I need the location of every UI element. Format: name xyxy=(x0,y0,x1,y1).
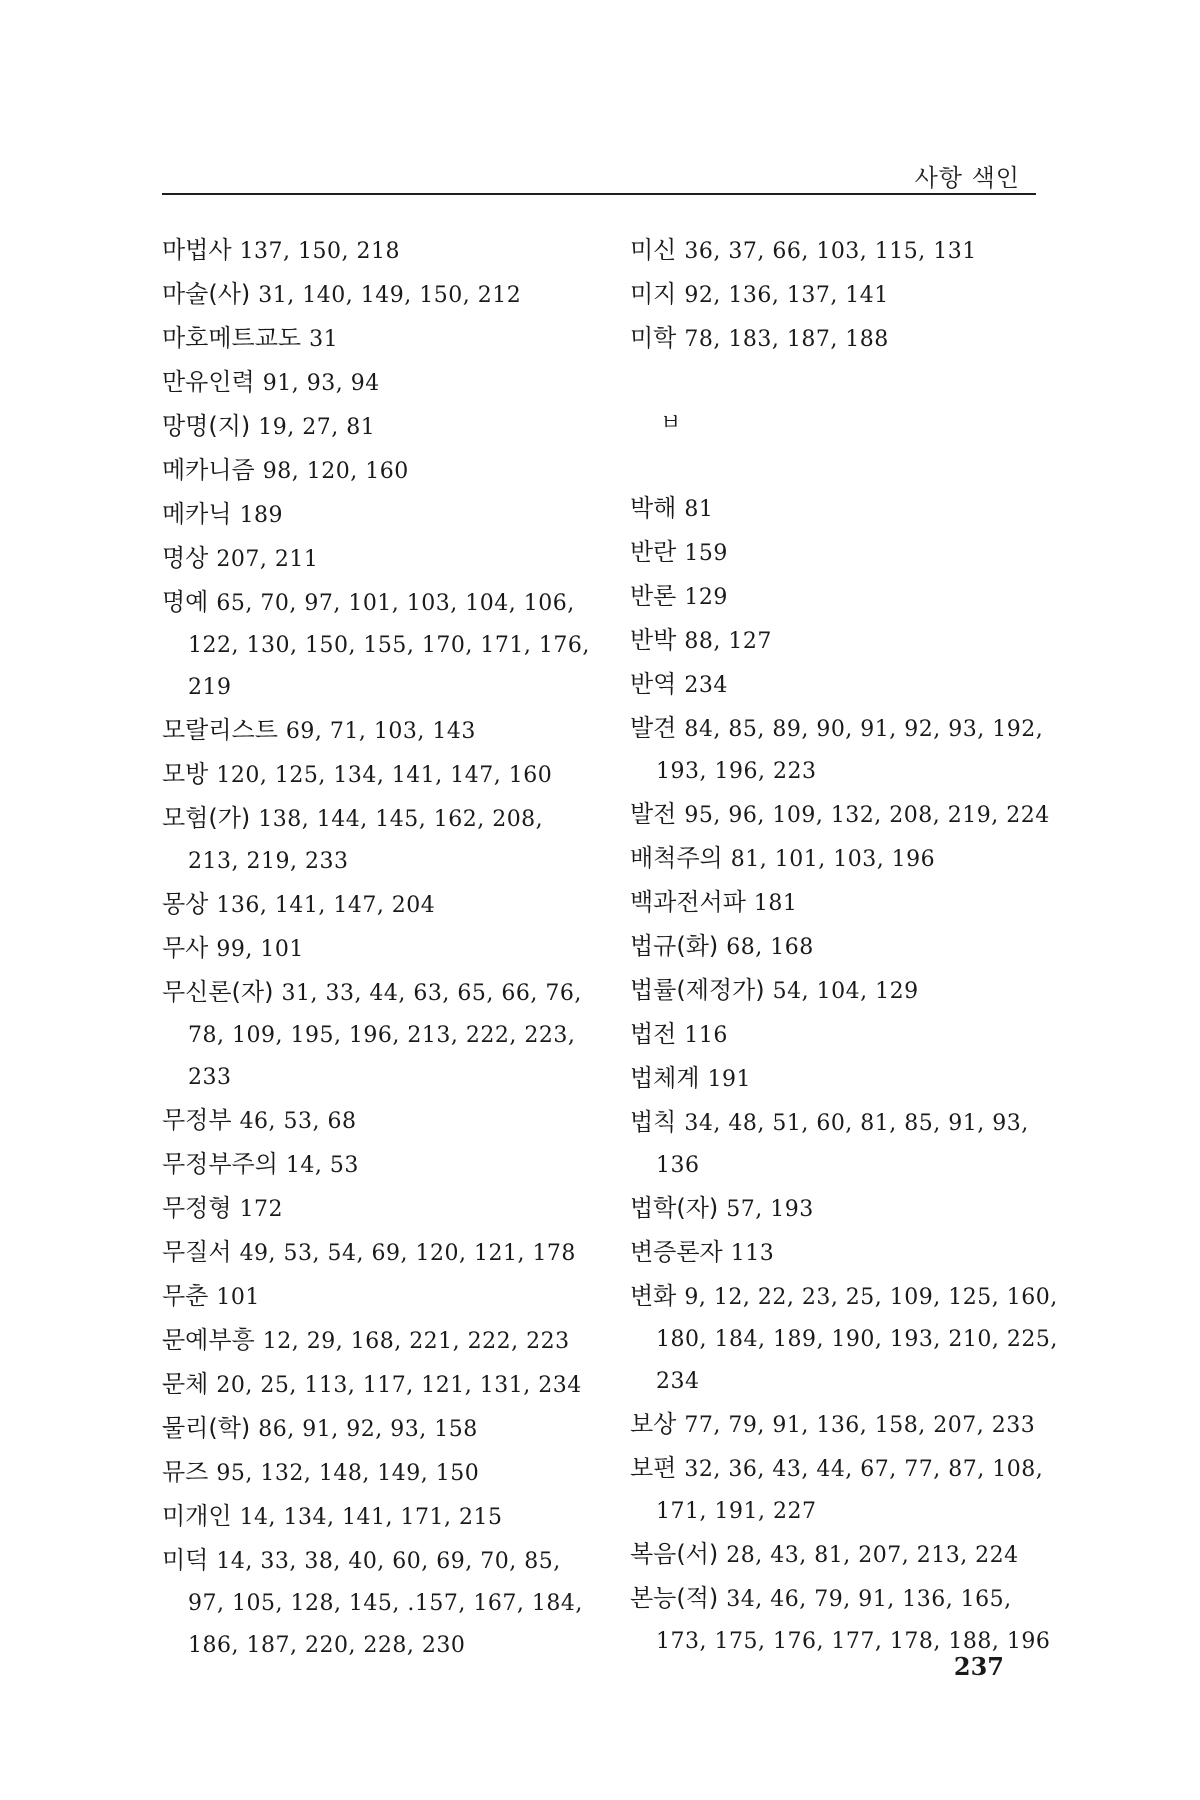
page-references: 12, 29, 168, 221, 222, 223 xyxy=(262,1329,570,1354)
page-references: 129 xyxy=(684,585,728,610)
index-entry xyxy=(630,273,1060,317)
index-entry xyxy=(630,925,1060,969)
index-term: 백과전서파 xyxy=(630,888,746,916)
index-column-left xyxy=(162,229,592,1667)
index-entry xyxy=(630,881,1060,925)
index-term: 무사 xyxy=(162,934,209,962)
index-term: 미개인 xyxy=(162,1502,232,1530)
page-references: 234 xyxy=(684,673,728,698)
index-entry xyxy=(162,1451,592,1495)
index-entry xyxy=(162,273,592,317)
index-term: 미학 xyxy=(630,324,677,352)
page-references: 28, 43, 81, 207, 213, 224 xyxy=(726,1543,1019,1568)
index-entry xyxy=(630,837,1060,881)
index-term: 발견 xyxy=(630,714,677,742)
index-entry xyxy=(162,1319,592,1363)
page-references: 68, 168 xyxy=(726,935,814,960)
index-term: 메카니즘 xyxy=(162,456,255,484)
index-term: 모방 xyxy=(162,760,209,788)
index-entry xyxy=(162,1407,592,1451)
page-references: 84, 85, 89, 90, 91, 92, 93, 192, 193, 196, 223 xyxy=(656,717,1044,784)
index-term: 메카닉 xyxy=(162,500,232,528)
index-term: 미신 xyxy=(630,236,677,264)
index-term: 박해 xyxy=(630,494,677,522)
index-term: 법칙 xyxy=(630,1108,677,1136)
index-term: 마법사 xyxy=(162,236,232,264)
page-references: 189 xyxy=(239,503,284,528)
index-entry xyxy=(162,1363,592,1407)
index-term: 무정형 xyxy=(162,1194,232,1222)
page-references: 81, 101, 103, 196 xyxy=(730,847,936,872)
page-references: 31, 140, 149, 150, 212 xyxy=(258,283,522,308)
page-references: 81 xyxy=(684,497,714,522)
index-term: 보상 xyxy=(630,1410,677,1438)
index-term: 변증론자 xyxy=(630,1238,723,1266)
page-references: 138, 144, 145, 162, 208, 213, 219, 233 xyxy=(188,807,544,874)
index-entry xyxy=(630,1533,1060,1577)
index-entry xyxy=(162,1275,592,1319)
page-references: 92, 136, 137, 141 xyxy=(684,283,889,308)
index-term: 모랄리스트 xyxy=(162,716,278,744)
index-entry xyxy=(630,229,1060,273)
index-term: 문예부흥 xyxy=(162,1326,255,1354)
page-references: 34, 48, 51, 60, 81, 85, 91, 93, 136 xyxy=(656,1111,1029,1178)
index-entry xyxy=(162,753,592,797)
index-term: 복음(서) xyxy=(630,1540,719,1568)
index-term: 법률(제정가) xyxy=(630,976,765,1004)
index-term: 보편 xyxy=(630,1454,677,1482)
index-entry xyxy=(630,1577,1060,1663)
index-term: 법규(화) xyxy=(630,932,719,960)
index-term: 물리(학) xyxy=(162,1414,251,1442)
page-references: 14, 134, 141, 171, 215 xyxy=(239,1505,503,1530)
page-references: 91, 93, 94 xyxy=(262,371,380,396)
index-entry xyxy=(630,793,1060,837)
index-term: 뮤즈 xyxy=(162,1458,209,1486)
index-column-right xyxy=(630,229,1060,1663)
index-entry xyxy=(630,969,1060,1013)
page-references: 191 xyxy=(707,1067,752,1092)
page-references: 19, 27, 81 xyxy=(258,415,376,440)
index-term: 망명(지) xyxy=(162,412,251,440)
page-references: 31, 33, 44, 63, 65, 66, 76, 78, 109, 195, 196, 213, 222, 223, 233 xyxy=(188,981,582,1090)
index-term: 문체 xyxy=(162,1370,209,1398)
index-term: 명예 xyxy=(162,588,209,616)
index-entry xyxy=(162,361,592,405)
running-head: 사항 색인 xyxy=(914,164,1020,192)
index-term: 반론 xyxy=(630,582,677,610)
index-term: 명상 xyxy=(162,544,209,572)
index-entry xyxy=(162,883,592,927)
index-term: 무질서 xyxy=(162,1238,232,1266)
index-entry xyxy=(162,581,592,709)
page-references: 78, 183, 187, 188 xyxy=(684,327,889,352)
index-term: 마술(사) xyxy=(162,280,251,308)
page-references: 9, 12, 22, 23, 25, 109, 125, 160, 180, 184, 189, 190, 193, 210, 225, 234 xyxy=(656,1285,1058,1394)
page-references: 136, 141, 147, 204 xyxy=(216,893,436,918)
page-references: 181 xyxy=(753,891,798,916)
page-references: 65, 70, 97, 101, 103, 104, 106, 122, 130, 150, 155, 170, 171, 176, 219 xyxy=(188,591,590,700)
page-references: 99, 101 xyxy=(216,937,304,962)
index-entry xyxy=(162,797,592,883)
index-term: 무정부 xyxy=(162,1106,232,1134)
index-term: 무춘 xyxy=(162,1282,209,1310)
index-term: 몽상 xyxy=(162,890,209,918)
index-entry xyxy=(162,449,592,493)
index-entry xyxy=(162,229,592,273)
index-entry xyxy=(162,1495,592,1539)
index-entry xyxy=(630,1057,1060,1101)
index-entry xyxy=(630,707,1060,793)
index-term: 배척주의 xyxy=(630,844,723,872)
index-term: 법전 xyxy=(630,1020,677,1048)
index-term: 모험(가) xyxy=(162,804,251,832)
index-entry xyxy=(162,1187,592,1231)
index-term: 미지 xyxy=(630,280,677,308)
index-entry xyxy=(162,1143,592,1187)
index-entry xyxy=(162,709,592,753)
index-entry xyxy=(162,405,592,449)
index-entry xyxy=(630,531,1060,575)
index-entry xyxy=(162,971,592,1099)
page-references: 95, 132, 148, 149, 150 xyxy=(216,1461,480,1486)
index-term: 미덕 xyxy=(162,1546,209,1574)
page-references: 14, 53 xyxy=(285,1153,359,1178)
page-references: 49, 53, 54, 69, 120, 121, 178 xyxy=(239,1241,576,1266)
index-entry xyxy=(162,493,592,537)
page-references: 57, 193 xyxy=(726,1197,814,1222)
index-entry xyxy=(630,619,1060,663)
page-references: 32, 36, 43, 44, 67, 77, 87, 108, 171, 191, 227 xyxy=(656,1457,1044,1524)
index-entry xyxy=(630,575,1060,619)
index-term: 반란 xyxy=(630,538,677,566)
index-term: 발전 xyxy=(630,800,677,828)
index-term: 법체계 xyxy=(630,1064,700,1092)
index-entry xyxy=(162,1539,592,1667)
index-term: 변화 xyxy=(630,1282,677,1310)
index-entry xyxy=(162,1231,592,1275)
page-references: 120, 125, 134, 141, 147, 160 xyxy=(216,763,553,788)
page-references: 207, 211 xyxy=(216,547,319,572)
index-entry xyxy=(630,1013,1060,1057)
index-entry xyxy=(162,317,592,361)
page-references: 54, 104, 129 xyxy=(772,979,919,1004)
page-references: 86, 91, 92, 93, 158 xyxy=(258,1417,478,1442)
index-entry xyxy=(630,1187,1060,1231)
page-references: 159 xyxy=(684,541,728,566)
index-entry xyxy=(630,1403,1060,1447)
page-references: 101 xyxy=(216,1285,260,1310)
page-references: 14, 33, 38, 40, 60, 69, 70, 85, 97, 105, 128, 145, .157, 167, 184, 186, 187, 220, 228, 230 xyxy=(188,1549,583,1658)
header-rule xyxy=(162,193,1036,195)
index-entry xyxy=(630,1101,1060,1187)
index-entry xyxy=(630,487,1060,531)
page-number: 237 xyxy=(953,1652,1004,1681)
index-term: 본능(적) xyxy=(630,1584,719,1612)
index-term: 반역 xyxy=(630,670,677,698)
index-entry xyxy=(162,1099,592,1143)
index-entry xyxy=(630,663,1060,707)
section-spacer xyxy=(630,361,1060,403)
page-references: 77, 79, 91, 136, 158, 207, 233 xyxy=(684,1413,1036,1438)
page-references: 98, 120, 160 xyxy=(262,459,409,484)
section-letter: ㅂ xyxy=(660,411,682,436)
index-term: 법학(자) xyxy=(630,1194,719,1222)
page-references: 20, 25, 113, 117, 121, 131, 234 xyxy=(216,1373,582,1398)
index-entry xyxy=(162,537,592,581)
index-term: 무정부주의 xyxy=(162,1150,278,1178)
page-references: 116 xyxy=(684,1023,728,1048)
index-entry xyxy=(162,927,592,971)
section-spacer xyxy=(630,445,1060,487)
index-term: 반박 xyxy=(630,626,677,654)
page-references: 95, 96, 109, 132, 208, 219, 224 xyxy=(684,803,1050,828)
page-references: 69, 71, 103, 143 xyxy=(285,719,476,744)
page-references: 46, 53, 68 xyxy=(239,1109,357,1134)
index-term: 만유인력 xyxy=(162,368,255,396)
page-references: 36, 37, 66, 103, 115, 131 xyxy=(684,239,977,264)
index-entry xyxy=(630,1275,1060,1403)
index-term: 마호메트교도 xyxy=(162,324,302,352)
index-entry xyxy=(630,1447,1060,1533)
index-entry xyxy=(630,317,1060,361)
index-entry xyxy=(630,1231,1060,1275)
page-references: 113 xyxy=(730,1241,775,1266)
page-references: 137, 150, 218 xyxy=(239,239,401,264)
page-references: 34, 46, 79, 91, 136, 165, 173, 175, 176, 177, 178, 188, 196 xyxy=(656,1587,1051,1654)
page-references: 31 xyxy=(309,327,339,352)
page-references: 172 xyxy=(239,1197,284,1222)
page-references: 88, 127 xyxy=(684,629,772,654)
index-term: 무신론(자) xyxy=(162,978,274,1006)
